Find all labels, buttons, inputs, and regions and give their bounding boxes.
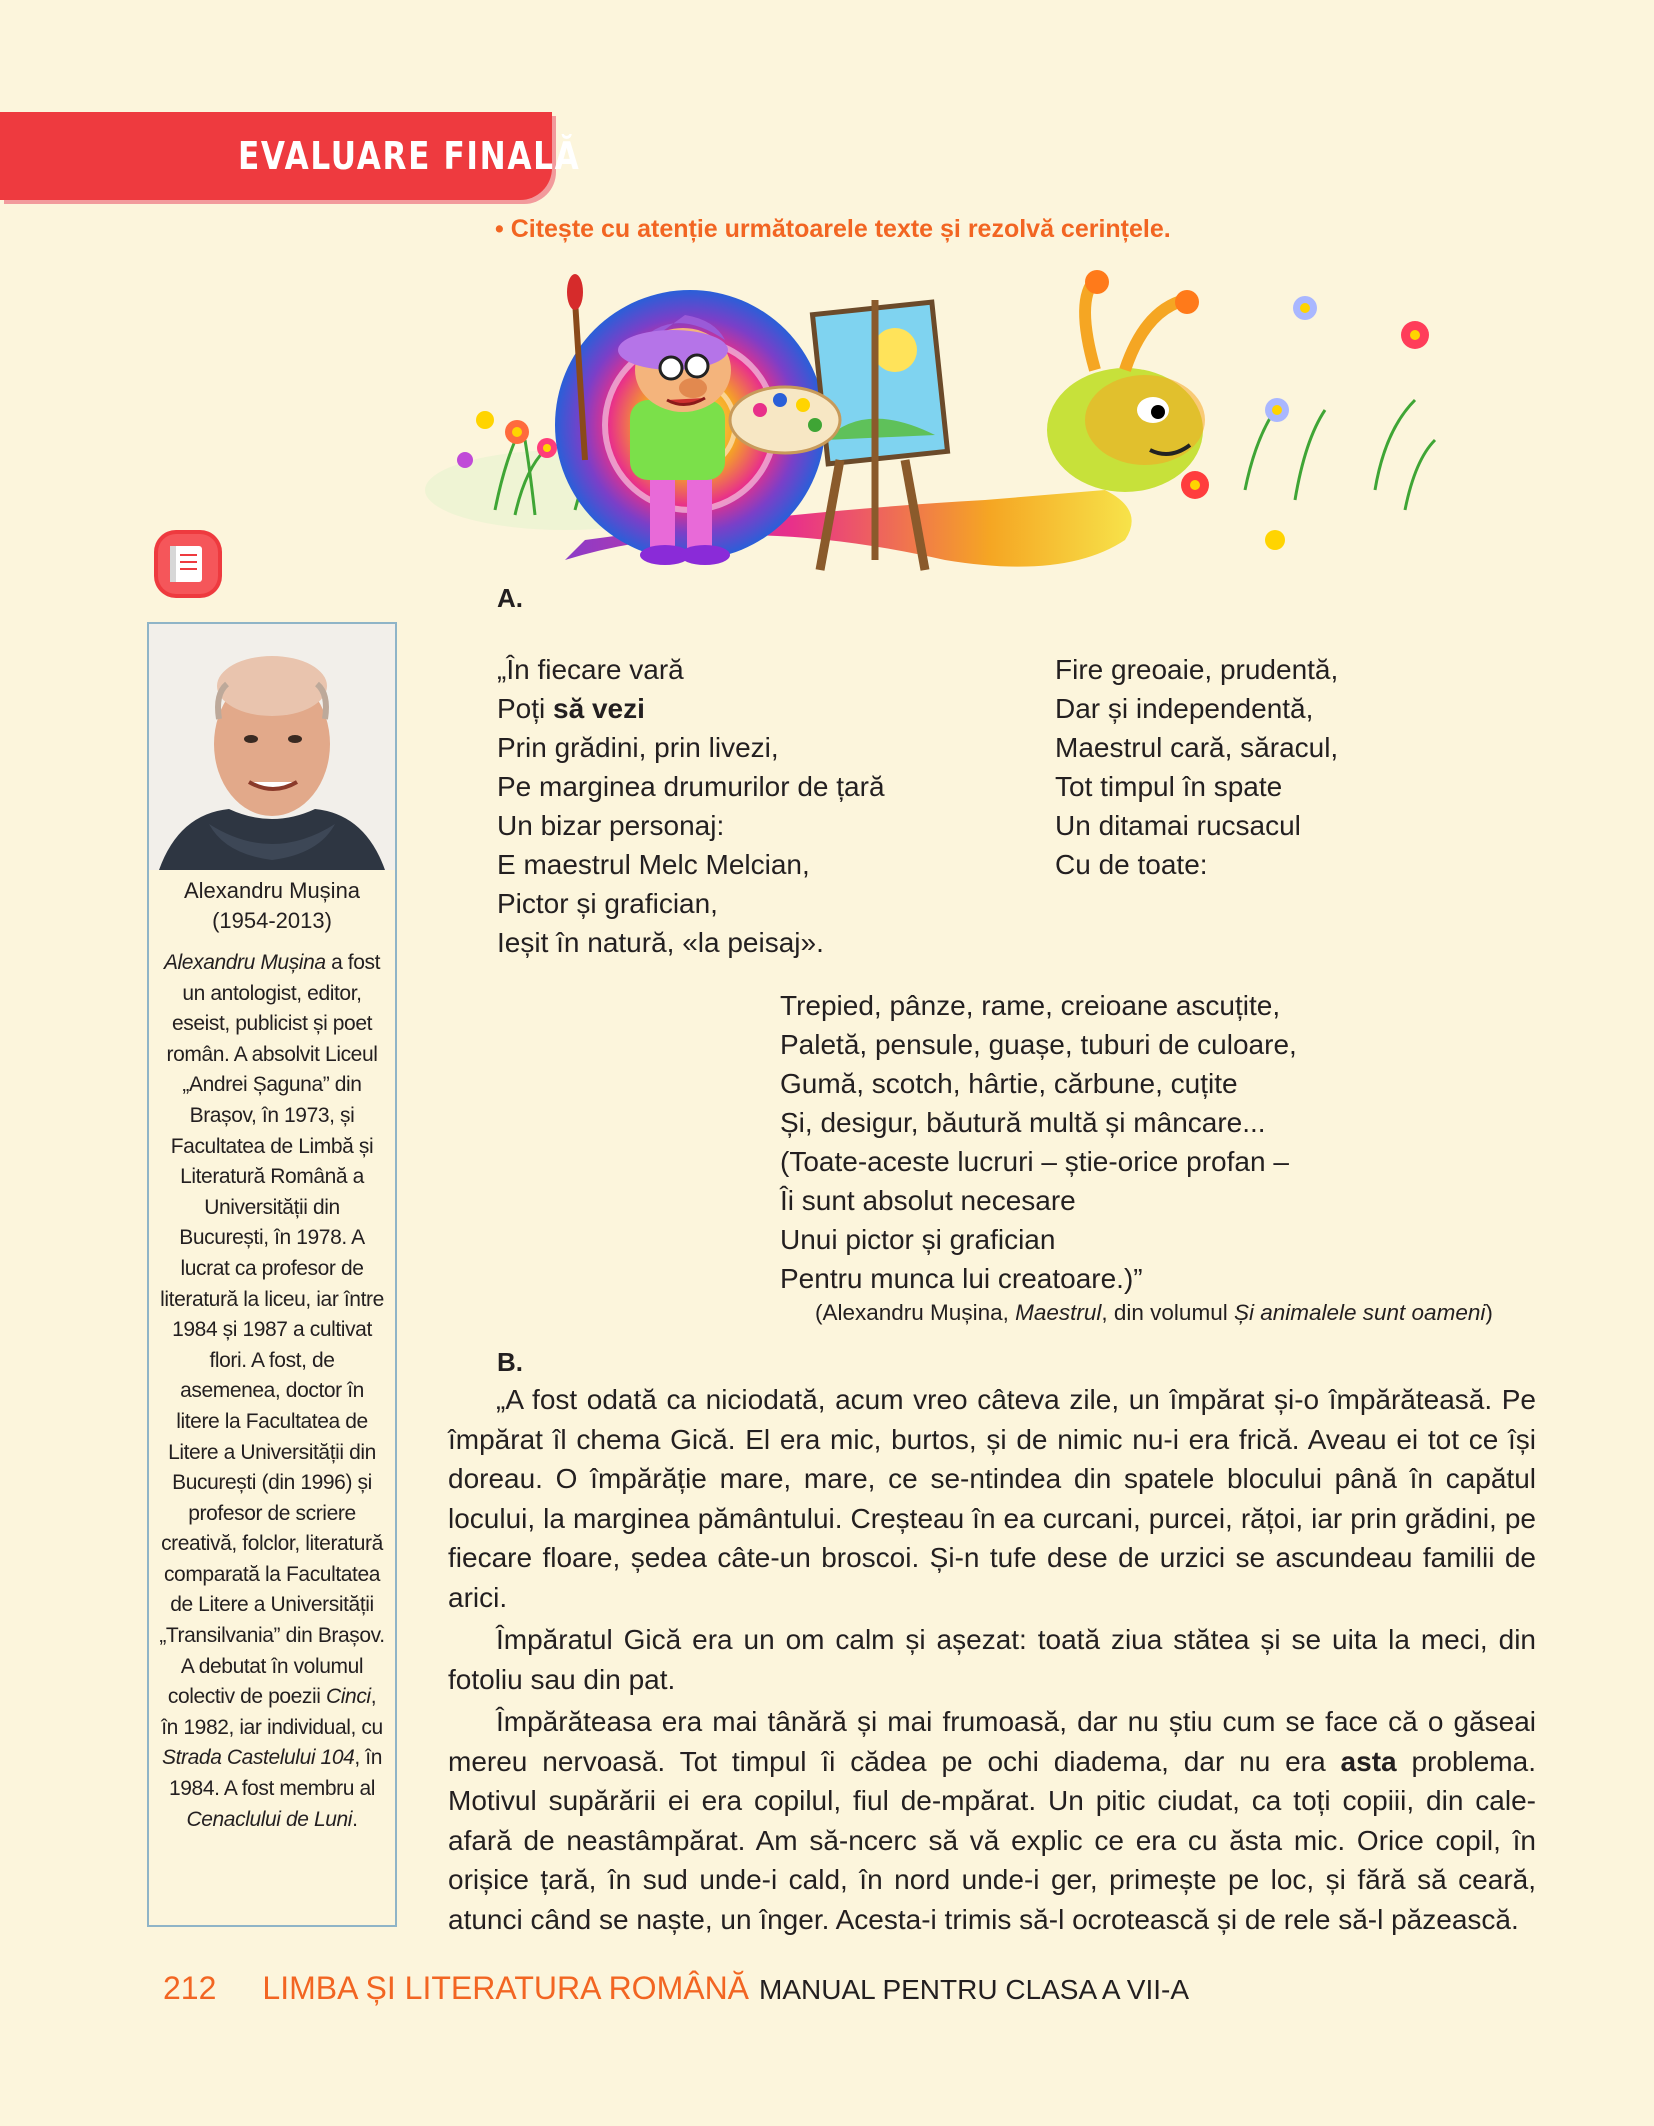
- prose-paragraph-1: „A fost odată ca niciodată, acum vreo câteva zile, un împărat și-o împărăteasă. Pe împărat îl chema Gică. El era mic, burtos, și de nimic nu-i era frică. Aveau ei tot ce își doreau. O împărăție mare, mare, ce se-ntindea din spatele blocului până în capătul locului, la marginea pământului. Creșteau în ea curcani, purcei, rățoi, iar prin grădini, pe fiecare floare, ședea câte-un broscoi. Și-n tufe dese de urzici se ascundeau familii de arici.: [448, 1384, 1536, 1613]
- author-years: (1954-2013): [212, 908, 332, 933]
- poem-line: Fire greoaie, prudentă,: [1055, 654, 1339, 685]
- prose-text: Împărăteasa era mai tânără și mai frumoasă, dar nu știu cum se face că o găseai mereu nervoasă. Tot timpul îi cădea pe ochi diadema, dar nu era: [448, 1706, 1536, 1777]
- source-volume: Și animalele sunt oameni: [1233, 1300, 1486, 1325]
- prose-paragraph-2: Împăratul Gică era un om calm și așezat: toată ziua stătea și se uita la meci, din fotoliu sau din pat.: [448, 1624, 1536, 1695]
- poem-line: Tot timpul în spate: [1055, 771, 1283, 802]
- page-footer: [163, 1970, 1189, 2007]
- prose-paragraph-3: [448, 1702, 1536, 1939]
- prose-bold-word: asta: [1340, 1745, 1397, 1777]
- poem-line: Prin grădini, prin livezi,: [497, 732, 779, 763]
- poem-line: Pictor și grafician,: [497, 888, 718, 919]
- poem-line-text: Poți: [497, 693, 554, 724]
- author-name-italic: Alexandru Mușina: [163, 951, 326, 974]
- bio-text-1: a fost un antologist, editor, eseist, publicist și poet român. A absolvit Liceul „Andrei Șaguna” din Brașov, în 1973, și Facultatea de Limbă și Literatură Română a Universității din București, în 1978. A lucrat ca profesor de literatură la liceu, iar între 1984 și 1987 a cultivat flori. A fost, de asemenea, doctor în litere la Facultatea de Litere a Universității din București (din 1996) și profesor de scriere creativă, folclor, literatură comparată la Facultatea de Litere a Universității „Transilvania” din Brașov. A debutat în volumul colectiv de poezii: [159, 951, 385, 1709]
- poem-column-1: [497, 650, 885, 962]
- poem-line: [497, 689, 885, 728]
- prose-text: problema. Motivul supărării ei era copilul, fiul de-mpărat. Un pitic ciudat, ca toți copiii, din cale-afară de neastâmpărat. Am să-ncerc să vă explic ce era cu ăsta mic. Orice copil, în orișice țară, în sud unde-i cald, în nord unde-i ger, primește pe loc, și fără să ceară, atunci când se naște, un înger. Acesta-i trimis să-l ocrotească și de rele să-l păzească.: [448, 1745, 1536, 1935]
- poem-line: Ieșit în natură, «la peisaj».: [497, 927, 824, 958]
- source-mid: , din volumul: [1101, 1300, 1234, 1325]
- author-photo: [149, 624, 395, 870]
- poem-line: Trepied, pânze, rame, creioane ascuțite,: [780, 990, 1281, 1021]
- author-name: Alexandru Mușina: [183, 878, 361, 903]
- page-number: 212: [163, 1970, 217, 2006]
- bio-text-3: , în 1984. A fost membru al: [169, 1746, 382, 1801]
- poem-line: Un bizar personaj:: [497, 810, 725, 841]
- bio-work-3: Cenaclului de Luni: [186, 1807, 353, 1831]
- author-bio-text: [149, 948, 395, 1835]
- poem-line: Pentru munca lui creatoare.)”: [780, 1263, 1143, 1294]
- poem-column-2: [1055, 650, 1338, 884]
- bio-text-2: , în 1982, iar individual, cu: [161, 1685, 383, 1739]
- poem-line: Cu de toate:: [1055, 849, 1208, 880]
- instruction-text: • Citește cu atenție următoarele texte și rezolvă cerințele.: [495, 215, 1171, 243]
- poem-line: (Toate-aceste lucruri – știe-orice profan –: [780, 1146, 1289, 1177]
- poem-line: Un ditamai rucsacul: [1055, 810, 1301, 841]
- snail-painter-illustration: [425, 260, 1460, 605]
- section-b-prose: [448, 1380, 1536, 1942]
- section-header-banner: [0, 112, 581, 200]
- poem-line: Pe marginea drumurilor de țară: [497, 771, 885, 802]
- source-title: Maestrul: [1015, 1300, 1102, 1325]
- bio-work-2: Strada Castelului 104: [162, 1746, 355, 1770]
- footer-subject: LIMBA ȘI LITERATURA ROMÂNĂ: [262, 1970, 750, 2006]
- author-bio-box: [147, 622, 397, 1927]
- poem-source-citation: [815, 1300, 1493, 1326]
- poem-line: Paletă, pensule, guașe, tuburi de culoare,: [780, 1029, 1297, 1060]
- poem-line: Îi sunt absolut necesare: [780, 1185, 1076, 1216]
- footer-manual: MANUAL PENTRU CLASA A VII-A: [759, 1974, 1189, 2005]
- section-title: EVALUARE FINALĂ: [238, 134, 581, 178]
- source-prefix: (Alexandru Mușina,: [815, 1300, 1016, 1325]
- poem-line: E maestrul Melc Melcian,: [497, 849, 810, 880]
- poem-bold-phrase: să vezi: [553, 693, 645, 724]
- poem-line: Gumă, scotch, hârtie, cărbune, cuțite: [780, 1068, 1238, 1099]
- poem-column-3: [780, 986, 1297, 1298]
- poem-line: Dar și independentă,: [1055, 693, 1314, 724]
- section-a-label: A.: [497, 583, 523, 613]
- bio-text-4: .: [352, 1807, 358, 1831]
- bio-work-1: Cinci: [326, 1685, 371, 1709]
- poem-line: Unui pictor și grafician: [780, 1224, 1056, 1255]
- poem-line: „În fiecare vară: [497, 654, 684, 685]
- book-icon: [152, 528, 224, 600]
- source-suffix: ): [1485, 1300, 1493, 1325]
- poem-line: Maestrul cară, săracul,: [1055, 732, 1339, 763]
- poem-line: Și, desigur, băutură multă și mâncare...: [780, 1107, 1266, 1138]
- section-b-label: B.: [497, 1347, 523, 1377]
